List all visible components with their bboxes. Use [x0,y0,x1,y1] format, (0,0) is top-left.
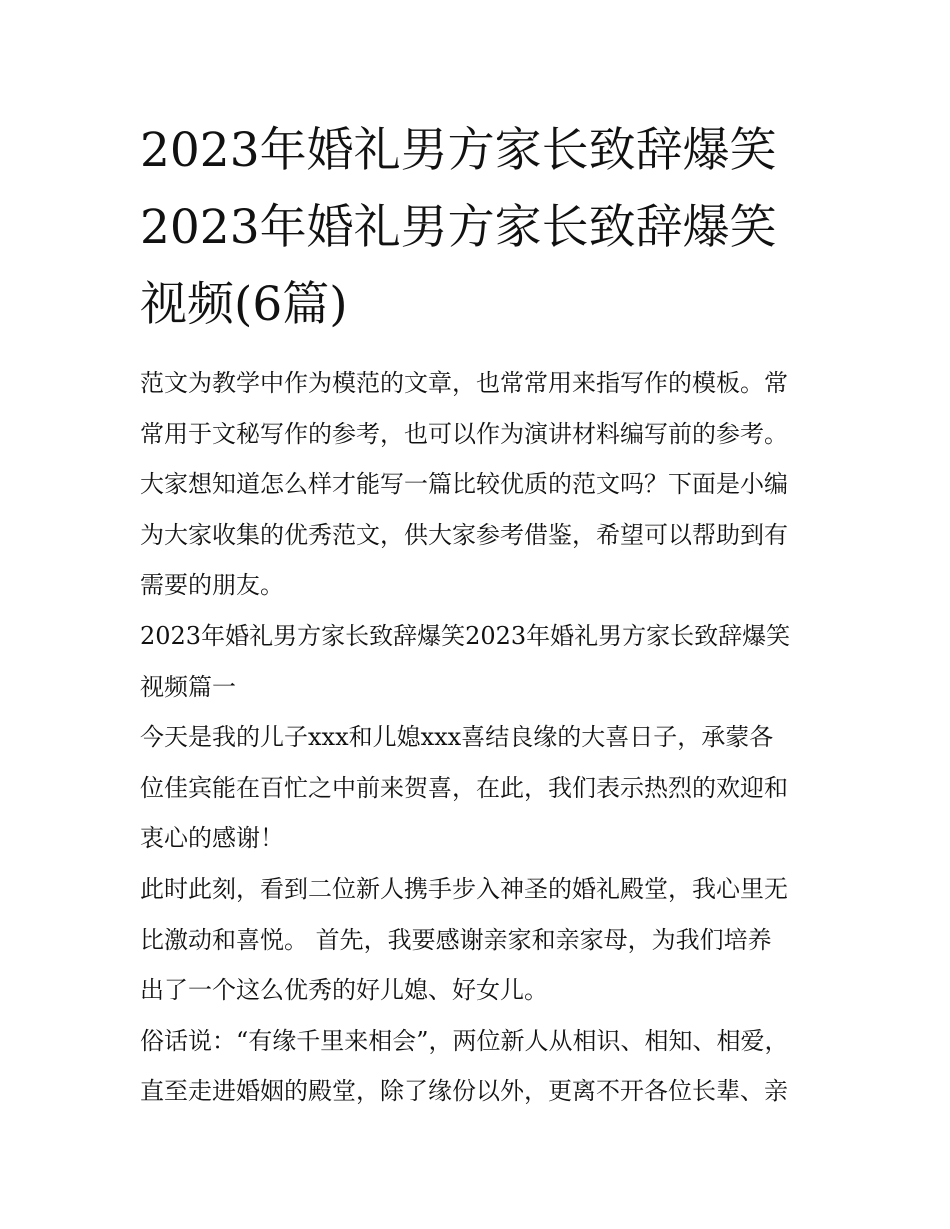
title-line: 2023年婚礼男方家长致辞爆笑 [140,200,777,255]
body-line: 需要的朋友。 [140,571,284,600]
body-line: 大家想知道怎么样才能写一篇比较优质的范文吗？下面是小编 [140,470,788,499]
body-line: 俗话说：“有缘千里来相会”，两位新人从相识、相知、相爱， [140,1026,789,1055]
body-line: 今天是我的儿子xxx和儿媳xxx喜结良缘的大喜日子，承蒙各 [140,723,774,752]
section-heading-line: 2023年婚礼男方家长致辞爆笑2023年婚礼男方家长致辞爆笑 [140,621,791,650]
section-heading-line: 视频篇一 [140,672,236,701]
body-line: 出了一个这么优秀的好儿媳、好女儿。 [140,976,548,1005]
document-body [140,358,790,1117]
body-line: 此时此刻，看到二位新人携手步入神圣的婚礼殿堂，我心里无 [140,874,788,903]
body-line: 位佳宾能在百忙之中前来贺喜，在此，我们表示热烈的欢迎和 [140,773,788,802]
title-line: 2023年婚礼男方家长致辞爆笑 [140,123,777,178]
document-title [140,112,777,343]
title-line: 视频(6篇) [140,277,348,332]
body-line: 为大家收集的优秀范文，供大家参考借鉴，希望可以帮助到有 [140,520,788,549]
body-line: 衷心的感谢！ [140,824,284,853]
body-line: 范文为教学中作为模范的文章，也常常用来指写作的模板。常 [140,369,788,397]
body-line: 常用于文秘写作的参考，也可以作为演讲材料编写前的参考。 [140,419,788,448]
body-line: 比激动和喜悦。 首先，我要感谢亲家和亲家母，为我们培养 [140,925,772,954]
body-line: 直至走进婚姻的殿堂，除了缘份以外，更离不开各位长辈、亲 [140,1077,788,1106]
